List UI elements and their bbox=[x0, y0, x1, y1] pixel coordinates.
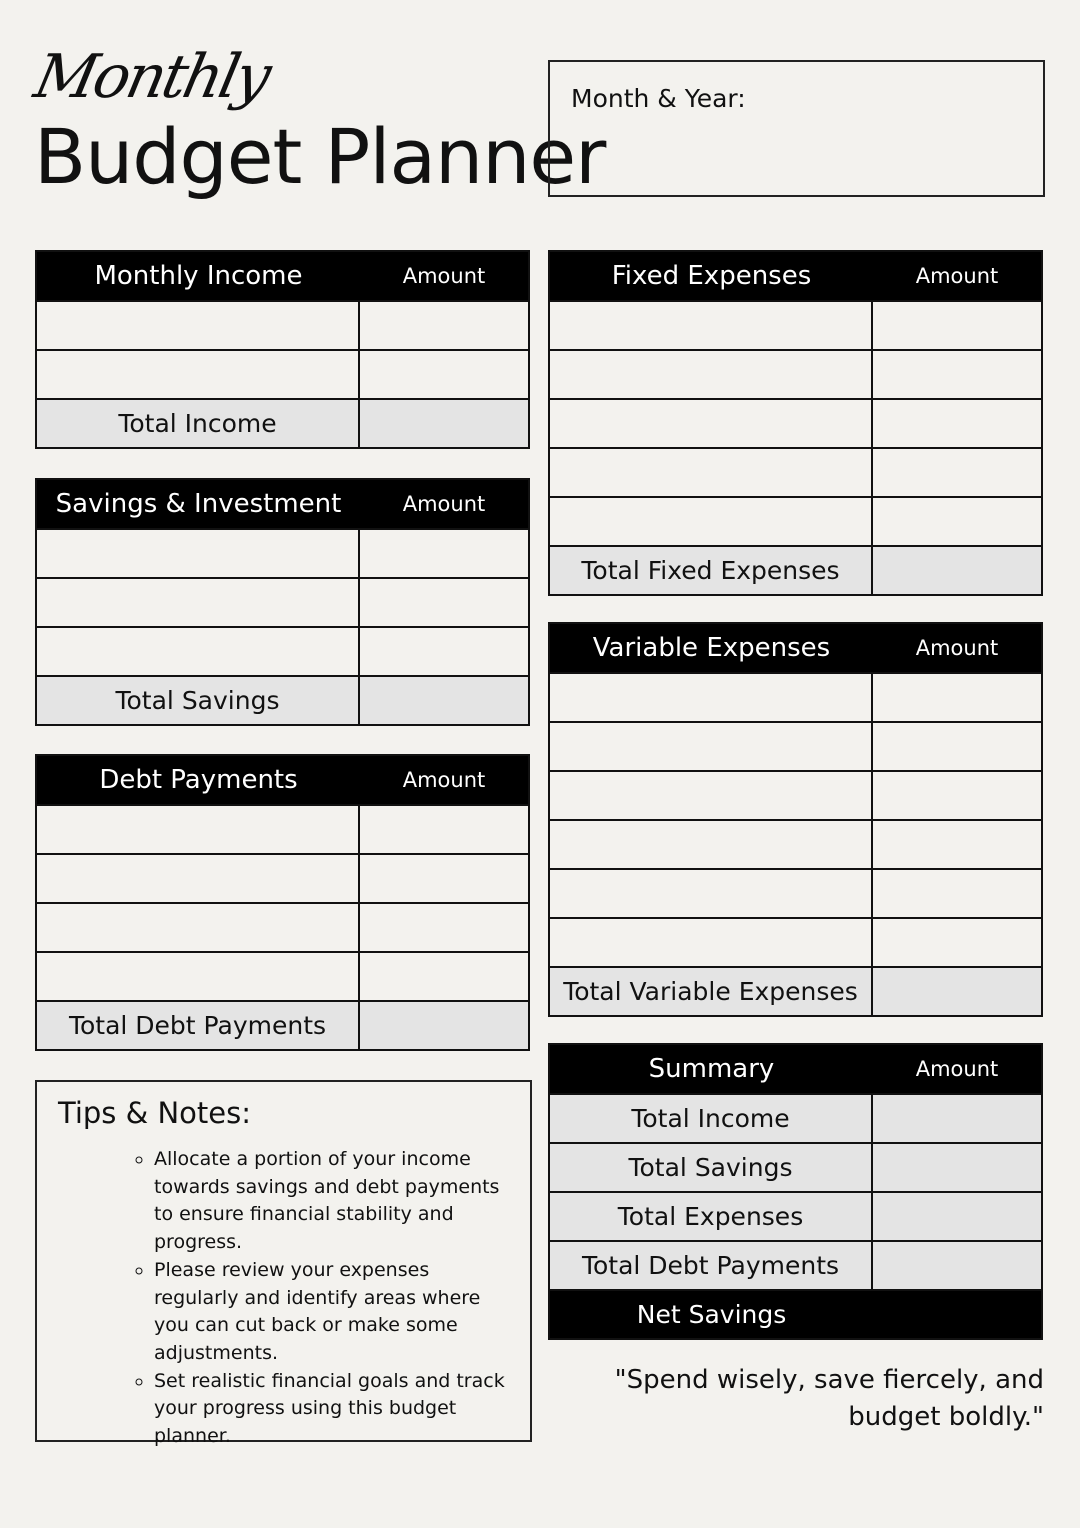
table-row bbox=[37, 902, 528, 951]
amount-cell[interactable] bbox=[873, 351, 1041, 398]
table-title: Monthly Income bbox=[94, 261, 303, 291]
tip-item: ◦ Please review your expenses regularly and identify areas where you can cut back or make some adjustments. bbox=[154, 1257, 519, 1368]
summary-row bbox=[550, 1240, 1041, 1289]
item-cell[interactable] bbox=[37, 806, 360, 853]
table-row bbox=[37, 300, 528, 349]
amount-cell[interactable] bbox=[873, 723, 1041, 770]
total-amount-cell[interactable] bbox=[873, 968, 1041, 1015]
table-row bbox=[550, 868, 1041, 917]
amount-cell[interactable] bbox=[873, 821, 1041, 868]
table-row bbox=[550, 398, 1041, 447]
summary-title: Summary bbox=[648, 1054, 775, 1084]
amount-cell[interactable] bbox=[360, 302, 528, 349]
amount-cell[interactable] bbox=[360, 904, 528, 951]
summary-label: Total Savings bbox=[550, 1144, 873, 1191]
table-row bbox=[550, 496, 1041, 545]
table-row bbox=[37, 951, 528, 1000]
table-header bbox=[550, 1045, 1041, 1093]
net-savings-amount-cell[interactable] bbox=[873, 1291, 1041, 1338]
debt-payments-table bbox=[35, 754, 530, 1051]
table-header bbox=[37, 252, 528, 300]
tips-notes-box bbox=[35, 1080, 532, 1448]
table-row bbox=[550, 447, 1041, 496]
item-cell[interactable] bbox=[37, 953, 360, 1000]
month-year-field[interactable] bbox=[548, 60, 1045, 197]
item-cell[interactable] bbox=[550, 449, 873, 496]
amount-header: Amount bbox=[915, 264, 999, 288]
table-row bbox=[550, 819, 1041, 868]
table-title: Variable Expenses bbox=[592, 633, 831, 663]
table-header bbox=[37, 480, 528, 528]
summary-label: Total Debt Payments bbox=[550, 1242, 873, 1289]
total-label: Total Fixed Expenses bbox=[550, 547, 873, 594]
table-row bbox=[37, 528, 528, 577]
item-cell[interactable] bbox=[550, 498, 873, 545]
variable-expenses-table bbox=[548, 622, 1043, 1017]
table-row bbox=[550, 672, 1041, 721]
item-cell[interactable] bbox=[550, 400, 873, 447]
amount-cell[interactable] bbox=[873, 400, 1041, 447]
item-cell[interactable] bbox=[37, 579, 360, 626]
table-header bbox=[550, 624, 1041, 672]
item-cell[interactable] bbox=[550, 723, 873, 770]
amount-cell[interactable] bbox=[360, 806, 528, 853]
amount-cell[interactable] bbox=[873, 449, 1041, 496]
amount-cell[interactable] bbox=[360, 953, 528, 1000]
total-amount-cell[interactable] bbox=[360, 400, 528, 447]
amount-cell[interactable] bbox=[873, 498, 1041, 545]
summary-label: Total Income bbox=[550, 1095, 873, 1142]
net-savings-label: Net Savings bbox=[636, 1300, 787, 1329]
total-amount-cell[interactable] bbox=[360, 1002, 528, 1049]
table-row bbox=[550, 917, 1041, 966]
amount-cell[interactable] bbox=[873, 674, 1041, 721]
amount-cell[interactable] bbox=[873, 919, 1041, 966]
monthly-income-table bbox=[35, 250, 530, 449]
table-row bbox=[37, 804, 528, 853]
amount-cell[interactable] bbox=[360, 530, 528, 577]
item-cell[interactable] bbox=[550, 351, 873, 398]
summary-amount-cell[interactable] bbox=[873, 1193, 1041, 1240]
table-title: Savings & Investment bbox=[55, 489, 342, 519]
item-cell[interactable] bbox=[37, 855, 360, 902]
table-row bbox=[550, 721, 1041, 770]
summary-table bbox=[548, 1043, 1043, 1340]
quote: "Spend wisely, save fiercely, and budget boldly." bbox=[614, 1365, 1044, 1432]
item-cell[interactable] bbox=[37, 530, 360, 577]
amount-cell[interactable] bbox=[873, 772, 1041, 819]
net-savings-row bbox=[550, 1289, 1041, 1338]
table-row bbox=[37, 626, 528, 675]
summary-row bbox=[550, 1142, 1041, 1191]
savings-investment-table bbox=[35, 478, 530, 726]
amount-header: Amount bbox=[915, 1057, 999, 1081]
table-header bbox=[37, 756, 528, 804]
item-cell[interactable] bbox=[37, 351, 360, 398]
table-row bbox=[550, 349, 1041, 398]
table-row bbox=[550, 300, 1041, 349]
item-cell[interactable] bbox=[550, 821, 873, 868]
total-amount-cell[interactable] bbox=[360, 677, 528, 724]
amount-cell[interactable] bbox=[873, 870, 1041, 917]
script-title: Monthly bbox=[28, 42, 275, 112]
summary-amount-cell[interactable] bbox=[873, 1095, 1041, 1142]
summary-amount-cell[interactable] bbox=[873, 1144, 1041, 1191]
total-amount-cell[interactable] bbox=[873, 547, 1041, 594]
table-title: Debt Payments bbox=[99, 765, 298, 795]
total-row bbox=[37, 1000, 528, 1049]
table-row bbox=[37, 853, 528, 902]
amount-header: Amount bbox=[915, 636, 999, 660]
total-label: Total Income bbox=[37, 400, 360, 447]
summary-amount-cell[interactable] bbox=[873, 1242, 1041, 1289]
amount-header: Amount bbox=[402, 264, 486, 288]
total-label: Total Savings bbox=[37, 677, 360, 724]
total-label: Total Variable Expenses bbox=[550, 968, 873, 1015]
total-row bbox=[37, 675, 528, 724]
table-header bbox=[550, 252, 1041, 300]
table-title: Fixed Expenses bbox=[611, 261, 812, 291]
amount-cell[interactable] bbox=[873, 302, 1041, 349]
item-cell[interactable] bbox=[550, 772, 873, 819]
amount-header: Amount bbox=[402, 492, 486, 516]
item-cell[interactable] bbox=[550, 302, 873, 349]
amount-cell[interactable] bbox=[360, 579, 528, 626]
item-cell[interactable] bbox=[37, 904, 360, 951]
month-year-label: Month & Year: bbox=[571, 84, 746, 113]
item-cell[interactable] bbox=[550, 674, 873, 721]
amount-cell[interactable] bbox=[360, 855, 528, 902]
tips-title: Tips & Notes: bbox=[58, 1096, 251, 1130]
total-row bbox=[550, 966, 1041, 1015]
summary-row bbox=[550, 1191, 1041, 1240]
total-row bbox=[37, 398, 528, 447]
page-title: Budget Planner bbox=[34, 112, 606, 201]
tip-item: ◦ Allocate a portion of your income towards savings and debt payments to ensure financial stability and progress. bbox=[154, 1146, 519, 1257]
tip-item: ◦ Set realistic financial goals and track your progress using this budget planner. bbox=[154, 1368, 519, 1451]
total-row bbox=[550, 545, 1041, 594]
amount-cell[interactable] bbox=[360, 628, 528, 675]
item-cell[interactable] bbox=[37, 628, 360, 675]
item-cell[interactable] bbox=[550, 919, 873, 966]
table-row bbox=[37, 577, 528, 626]
item-cell[interactable] bbox=[550, 870, 873, 917]
fixed-expenses-table bbox=[548, 250, 1043, 596]
item-cell[interactable] bbox=[37, 302, 360, 349]
amount-cell[interactable] bbox=[360, 351, 528, 398]
table-row bbox=[550, 770, 1041, 819]
total-label: Total Debt Payments bbox=[37, 1002, 360, 1049]
amount-header: Amount bbox=[402, 768, 486, 792]
summary-label: Total Expenses bbox=[550, 1193, 873, 1240]
summary-row bbox=[550, 1093, 1041, 1142]
table-row bbox=[37, 349, 528, 398]
